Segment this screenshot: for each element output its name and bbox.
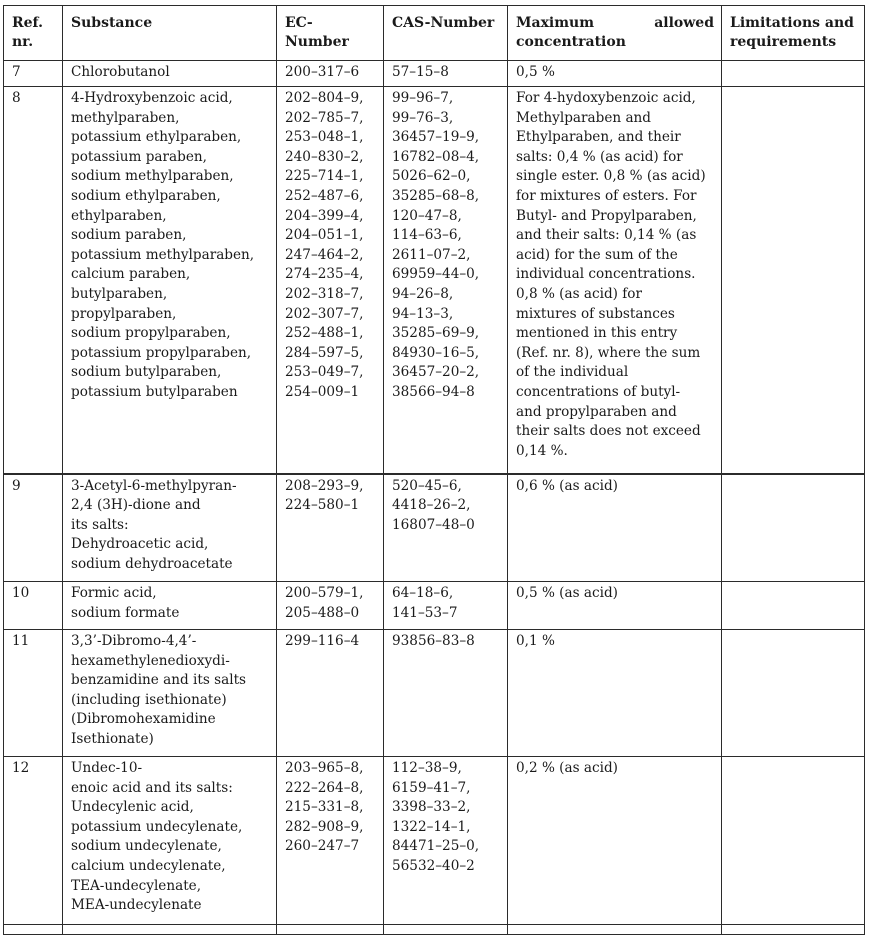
table-row xyxy=(4,61,865,87)
cell-ref: 9 xyxy=(4,474,63,582)
header-max-word2: allowed xyxy=(654,15,714,31)
cell-ec-number: 200–317–6 xyxy=(277,61,384,87)
cell-max-concentration: For 4-hydoxybenzoic acid, Methylparaben and Ethylparaben, and their salts: 0,4 % (as acid) for single ester. 0,8 % (as acid) for mixtures of esters. For Butyl- and Propylparaben, and their salts: 0,14 % (as acid) for the sum of the individual concentrations. 0,8 % (as acid) for mixtures of substances mentioned in this entry (Ref. nr. 8), where the sum of the individual concentrations of butyl- and propylparaben and their salts does not exceed 0,14 %. xyxy=(508,87,722,474)
table-row xyxy=(4,87,865,474)
cell-cas-number: 99–96–7, 99–76–3, 36457–19–9, 16782–08–4, 5026–62–0, 35285–68–8, 120–47–8, 114–63–6, 2611–07–2, 69959–44–0, 94–26–8, 94–13–3, 35285–69–9, 84930–16–5, 36457–20–2, 38566–94–8 xyxy=(384,87,508,474)
cell-max-concentration: 0,6 % (as acid) xyxy=(508,474,722,582)
header-ref: Ref. nr. xyxy=(4,6,63,61)
cell-substance: 3-Acetyl-6-methylpyran- 2,4 (3H)-dione and its salts: Dehydroacetic acid, sodium dehydroacetate xyxy=(63,474,277,582)
cell-ref: 8 xyxy=(4,87,63,474)
cell-max-concentration: 0,2 % (as acid) xyxy=(508,757,722,925)
cell-limitations xyxy=(722,757,865,925)
header-max-line2: concentration xyxy=(516,34,626,50)
cell-limitations xyxy=(722,582,865,630)
cell-substance: 3,3’-Dibromo-4,4’- hexamethylenedioxydi- benzamidine and its salts (including isethionate) (Dibromohexamidine Isethionate) xyxy=(63,630,277,757)
cell-cas-number: 64–18–6, 141–53–7 xyxy=(384,582,508,630)
table-header-row xyxy=(4,6,865,61)
cell-substance: Chlorobutanol xyxy=(63,61,277,87)
table-row xyxy=(4,582,865,630)
preservatives-table xyxy=(3,5,865,935)
cell-ref: 12 xyxy=(4,757,63,925)
header-max-concentration xyxy=(508,6,722,61)
header-max-word1: Maximum xyxy=(516,15,595,31)
cell-limitations xyxy=(722,474,865,582)
cell-substance: Formic acid, sodium formate xyxy=(63,582,277,630)
table-row xyxy=(4,630,865,757)
header-limitations: Limitations and requirements xyxy=(722,6,865,61)
table-row xyxy=(4,757,865,925)
cell-ref: 11 xyxy=(4,630,63,757)
cell-max-concentration: 0,1 % xyxy=(508,630,722,757)
cell-ec-number: 208–293–9, 224–580–1 xyxy=(277,474,384,582)
cell-max-concentration: 0,5 % (as acid) xyxy=(508,582,722,630)
cell-cas-number: 112–38–9, 6159–41–7, 3398–33–2, 1322–14–1, 84471–25–0, 56532–40–2 xyxy=(384,757,508,925)
cell-substance: Undec-10- enoic acid and its salts: Undecylenic acid, potassium undecylenate, sodium undecylenate, calcium undecylenate, TEA-undecylenate, MEA-undecylenate xyxy=(63,757,277,925)
header-cas-number: CAS-Number xyxy=(384,6,508,61)
cell-ec-number: 299–116–4 xyxy=(277,630,384,757)
cell-cas-number: 57–15–8 xyxy=(384,61,508,87)
cell-limitations xyxy=(722,630,865,757)
cell-max-concentration: 0,5 % xyxy=(508,61,722,87)
cell-ref: 7 xyxy=(4,61,63,87)
header-ec-number: EC-Number xyxy=(277,6,384,61)
cell-substance: 4-Hydroxybenzoic acid, methylparaben, potassium ethylparaben, potassium paraben, sodium methylparaben, sodium ethylparaben, ethylparaben, sodium paraben, potassium methylparaben, calcium paraben, butylparaben, propylparaben, sodium propylparaben, potassium propylparaben, sodium butylparaben, potassium butylparaben xyxy=(63,87,277,474)
cell-ref: 10 xyxy=(4,582,63,630)
header-substance: Substance xyxy=(63,6,277,61)
table-row-cutoff xyxy=(4,925,865,935)
cell-ec-number: 200–579–1, 205–488–0 xyxy=(277,582,384,630)
cell-ec-number: 202–804–9, 202–785–7, 253–048–1, 240–830–2, 225–714–1, 252–487–6, 204–399–4, 204–051–1, 247–464–2, 274–235–4, 202–318–7, 202–307–7, 252–488–1, 284–597–5, 253–049–7, 254–009–1 xyxy=(277,87,384,474)
cell-cas-number: 93856–83–8 xyxy=(384,630,508,757)
cell-limitations xyxy=(722,61,865,87)
cell-ec-number: 203–965–8, 222–264–8, 215–331–8, 282–908–9, 260–247–7 xyxy=(277,757,384,925)
cell-limitations xyxy=(722,87,865,474)
cell-cas-number: 520–45–6, 4418–26–2, 16807–48–0 xyxy=(384,474,508,582)
table-row xyxy=(4,474,865,582)
